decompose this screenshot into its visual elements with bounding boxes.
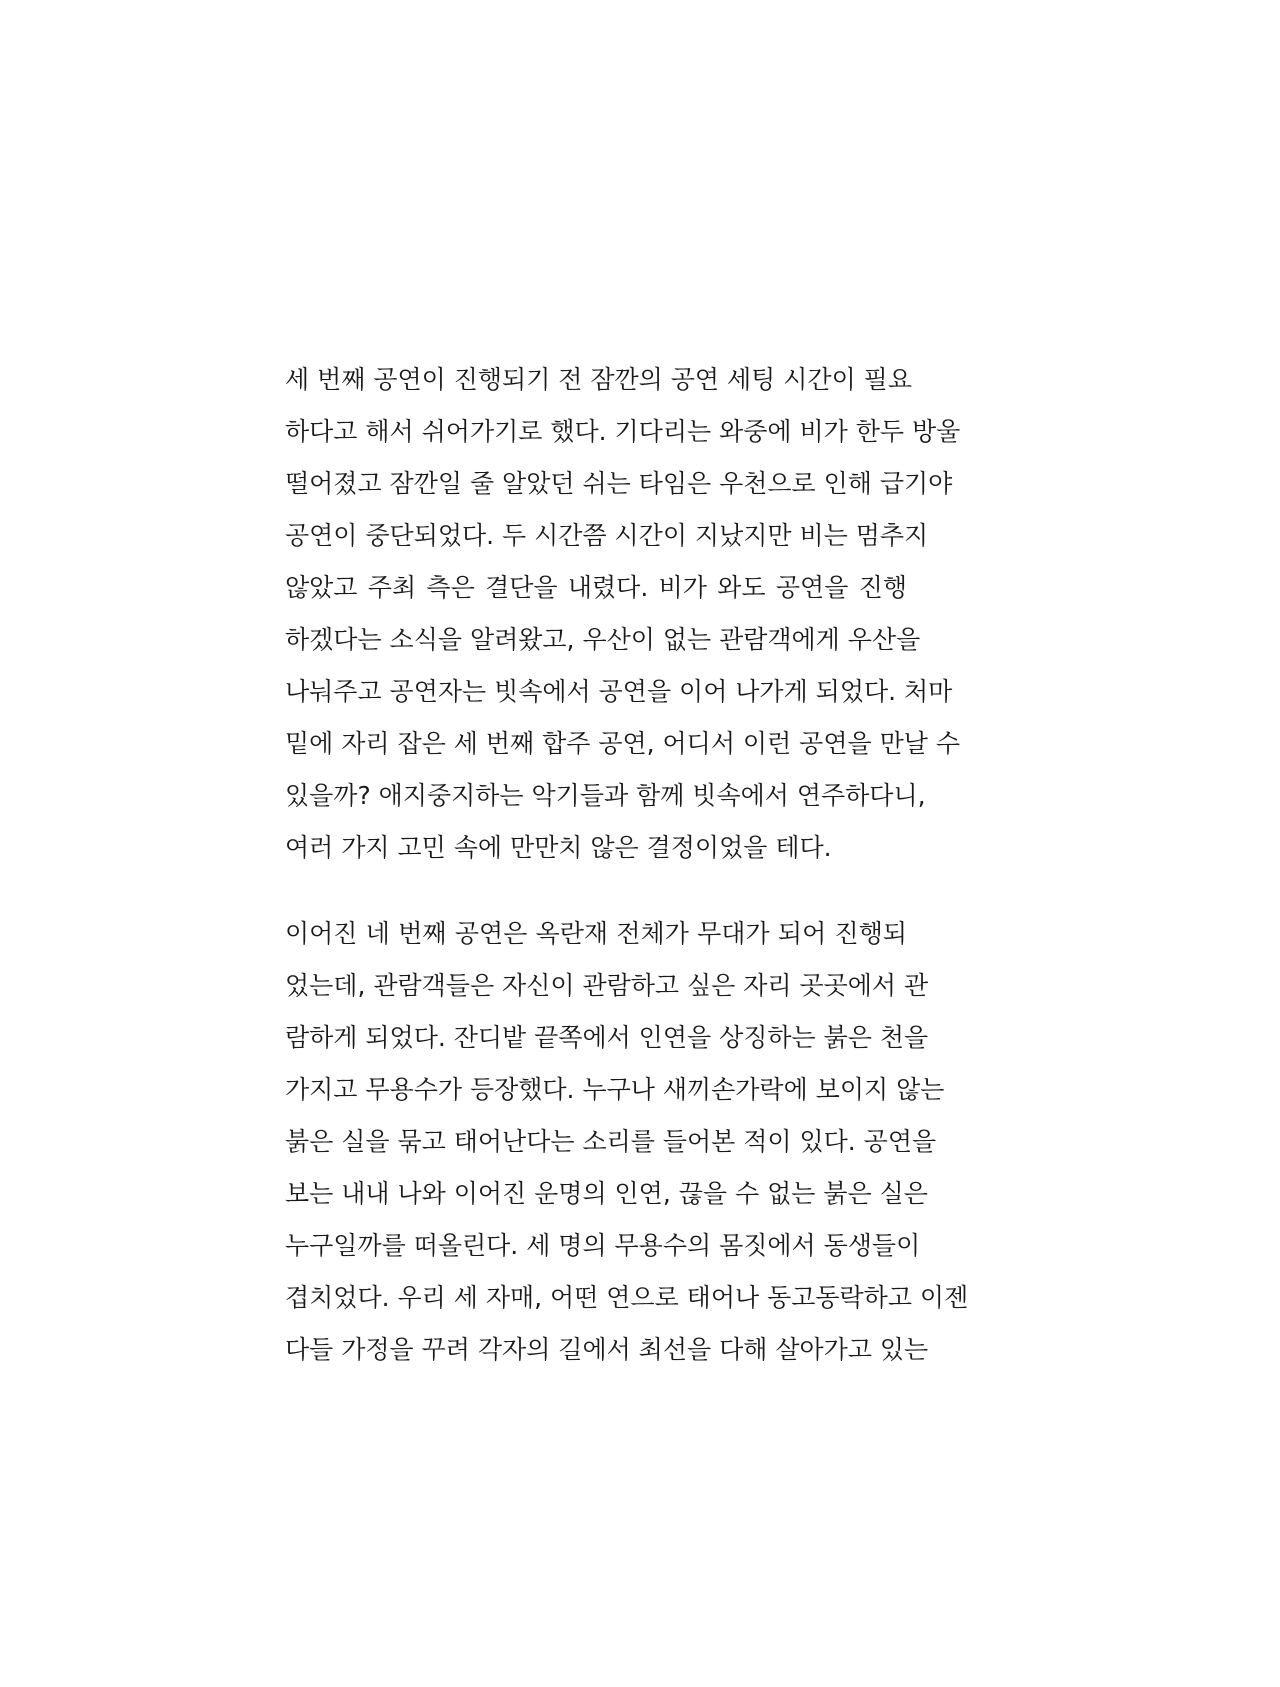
text-line: 하다고 해서 쉬어가기로 했다. 기다리는 와중에 비가 한두 방울: [285, 417, 961, 446]
text-line: 여러 가지 고민 속에 만만치 않은 결정이었을 테다.: [285, 833, 832, 862]
text-line: 하겠다는 소식을 알려왔고, 우산이 없는 관람객에게 우산을: [285, 625, 921, 654]
text-line: 밑에 자리 잡은 세 번째 합주 공연, 어디서 이런 공연을 만날 수: [285, 729, 960, 758]
text-line: 나눠주고 공연자는 빗속에서 공연을 이어 나가게 되었다. 처마: [285, 677, 953, 706]
paragraph-2: [285, 908, 969, 1376]
text-line: 가지고 무용수가 등장했다. 누구나 새끼손가락에 보이지 않는: [285, 1075, 945, 1104]
text-line: 보는 내내 나와 이어진 운명의 인연, 끊을 수 없는 붉은 실은: [285, 1179, 928, 1208]
text-line: 이어진 네 번째 공연은 옥란재 전체가 무대가 되어 진행되: [285, 919, 907, 948]
paragraph-1: [285, 354, 961, 874]
text-line: 세 번째 공연이 진행되기 전 잠깐의 공연 세팅 시간이 필요: [285, 365, 912, 394]
text-line: 겹치었다. 우리 세 자매, 어떤 연으로 태어나 동고동락하고 이젠: [285, 1283, 969, 1312]
text-line: 떨어졌고 잠깐일 줄 알았던 쉬는 타임은 우천으로 인해 급기야: [285, 469, 953, 498]
text-line: 누구일까를 떠올린다. 세 명의 무용수의 몸짓에서 동생들이: [285, 1231, 921, 1260]
text-line: 있을까? 애지중지하는 악기들과 함께 빗속에서 연주하다니,: [285, 781, 926, 810]
text-line: 었는데, 관람객들은 자신이 관람하고 싶은 자리 곳곳에서 관: [285, 971, 929, 1000]
text-line: 다들 가정을 꾸려 각자의 길에서 최선을 다해 살아가고 있는: [285, 1335, 929, 1364]
text-line: 붉은 실을 묶고 태어난다는 소리를 들어본 적이 있다. 공연을: [285, 1127, 937, 1156]
text-line: 공연이 중단되었다. 두 시간쯤 시간이 지났지만 비는 멈추지: [285, 521, 929, 550]
document-body: [285, 354, 969, 1410]
text-line: 않았고 주최 측은 결단을 내렸다. 비가 와도 공연을 진행: [285, 573, 907, 602]
text-line: 람하게 되었다. 잔디밭 끝쪽에서 인연을 상징하는 붉은 천을: [285, 1023, 929, 1052]
